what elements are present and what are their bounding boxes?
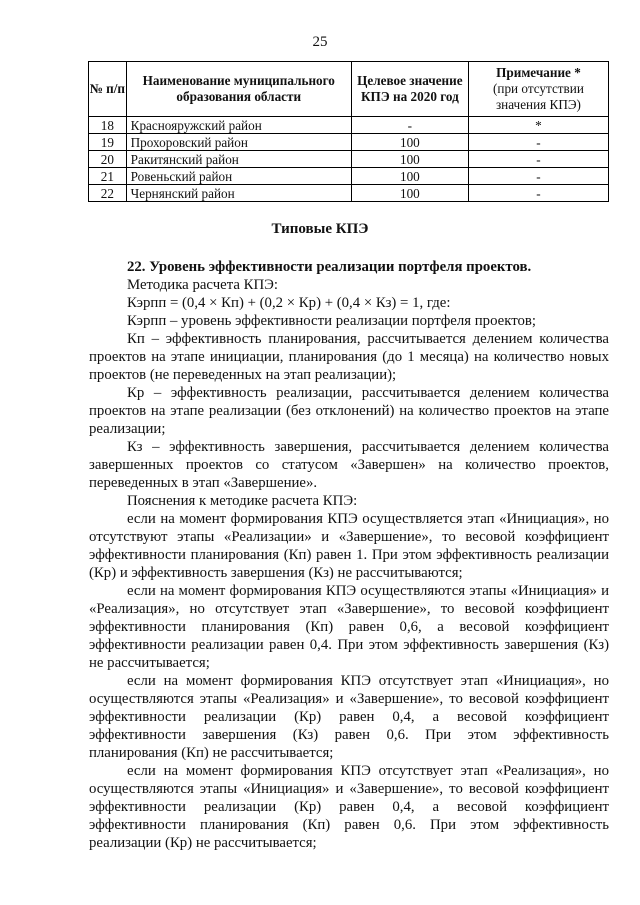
cell-target: 100	[351, 134, 468, 151]
cell-note: -	[468, 185, 608, 202]
table-row	[89, 168, 609, 185]
paragraph: Кз – эффективность завершения, рассчитывается делением количества завершенных проектов со статусом «Завершен» на количество проектов, переведенных в этап «Завершение».	[89, 439, 609, 491]
paragraph: Кэрпп – уровень эффективности реализации портфеля проектов;	[127, 313, 536, 329]
header-note-sub: (при отсутствии значения КПЭ)	[493, 80, 584, 113]
header-note	[468, 62, 608, 117]
kpi-table	[88, 61, 609, 202]
cell-note: *	[468, 117, 608, 134]
paragraph: если на момент формирования КПЭ осуществляются этапы «Инициация» и «Реализация», но отсутствует этап «Завершение», то весовой коэффициент эффективности планирования (Кп) равен 0,6, а весовой коэффициент эффективности реализации равен 0,4. При этом эффективность завершения (Кз) не рассчитывается;	[89, 583, 609, 671]
page-number: 25	[312, 34, 328, 50]
paragraph-heading: 22. Уровень эффективности реализации портфеля проектов.	[127, 259, 532, 275]
cell-name: Прохоровский район	[126, 134, 351, 151]
paragraph: Методика расчета КПЭ:	[127, 277, 279, 293]
cell-num: 20	[89, 151, 127, 168]
table-row	[89, 185, 609, 202]
cell-note: -	[468, 134, 608, 151]
header-name: Наименование муниципального образования области	[126, 62, 351, 117]
paragraph: Пояснения к методике расчета КПЭ:	[127, 493, 358, 509]
cell-num: 22	[89, 185, 127, 202]
header-note-title: Примечание *	[496, 64, 581, 80]
table-row	[89, 117, 609, 134]
cell-target: -	[351, 117, 468, 134]
header-num: № п/п	[89, 62, 127, 117]
paragraph: Кр – эффективность реализации, рассчитывается делением количества проектов на этапе реализации (без отклонений) на количество проектов на этапе реализации;	[89, 385, 609, 437]
paragraph: Кп – эффективность планирования, рассчитывается делением количества проектов на этапе инициации, планирования (до 1 месяца) на количество новых проектов (не переведенных на этап реализации);	[89, 331, 609, 383]
cell-num: 21	[89, 168, 127, 185]
paragraph: Кэрпп = (0,4 × Кп) + (0,2 × Кр) + (0,4 × Кз) = 1, где:	[127, 295, 451, 311]
cell-name: Ракитянский район	[126, 151, 351, 168]
paragraph: если на момент формирования КПЭ отсутствует этап «Инициация», но осуществляются этапы «Реализация» и «Завершение», то весовой коэффициент эффективности реализации (Кр) равен 0,4, а весовой коэффициент эффективности завершения (Кз) равен 0,6. При этом эффективность планирования (Кп) не рассчитывается;	[89, 673, 609, 761]
cell-target: 100	[351, 151, 468, 168]
cell-note: -	[468, 151, 608, 168]
paragraph: если на момент формирования КПЭ отсутствует этап «Реализация», но осуществляются этапы «Инициация» и «Завершение», то весовой коэффициент эффективности реализации (Кр) равен 0,4, а весовой коэффициент эффективности планирования (Кп) равен 0,6. При этом эффективность реализации (Кр) не рассчитывается;	[89, 763, 609, 851]
cell-name: Краснояружский район	[126, 117, 351, 134]
cell-name: Ровеньский район	[126, 168, 351, 185]
paragraph: если на момент формирования КПЭ осуществляется этап «Инициация», но отсутствуют этапы «Реализации» и «Завершение», то весовой коэффициент эффективности планирования (Кп) равен 1. При этом эффективность реализации (Кр) и эффективность завершения (Кз) не рассчитываются;	[89, 511, 609, 581]
cell-target: 100	[351, 168, 468, 185]
cell-num: 18	[89, 117, 127, 134]
table-header-row	[89, 62, 609, 117]
table-row	[89, 134, 609, 151]
header-target: Целевое значение КПЭ на 2020 год	[351, 62, 468, 117]
cell-target: 100	[351, 185, 468, 202]
cell-num: 19	[89, 134, 127, 151]
document-body	[89, 258, 609, 852]
cell-note: -	[468, 168, 608, 185]
cell-name: Чернянский район	[126, 185, 351, 202]
section-title: Типовые КПЭ	[271, 221, 369, 237]
table-row	[89, 151, 609, 168]
